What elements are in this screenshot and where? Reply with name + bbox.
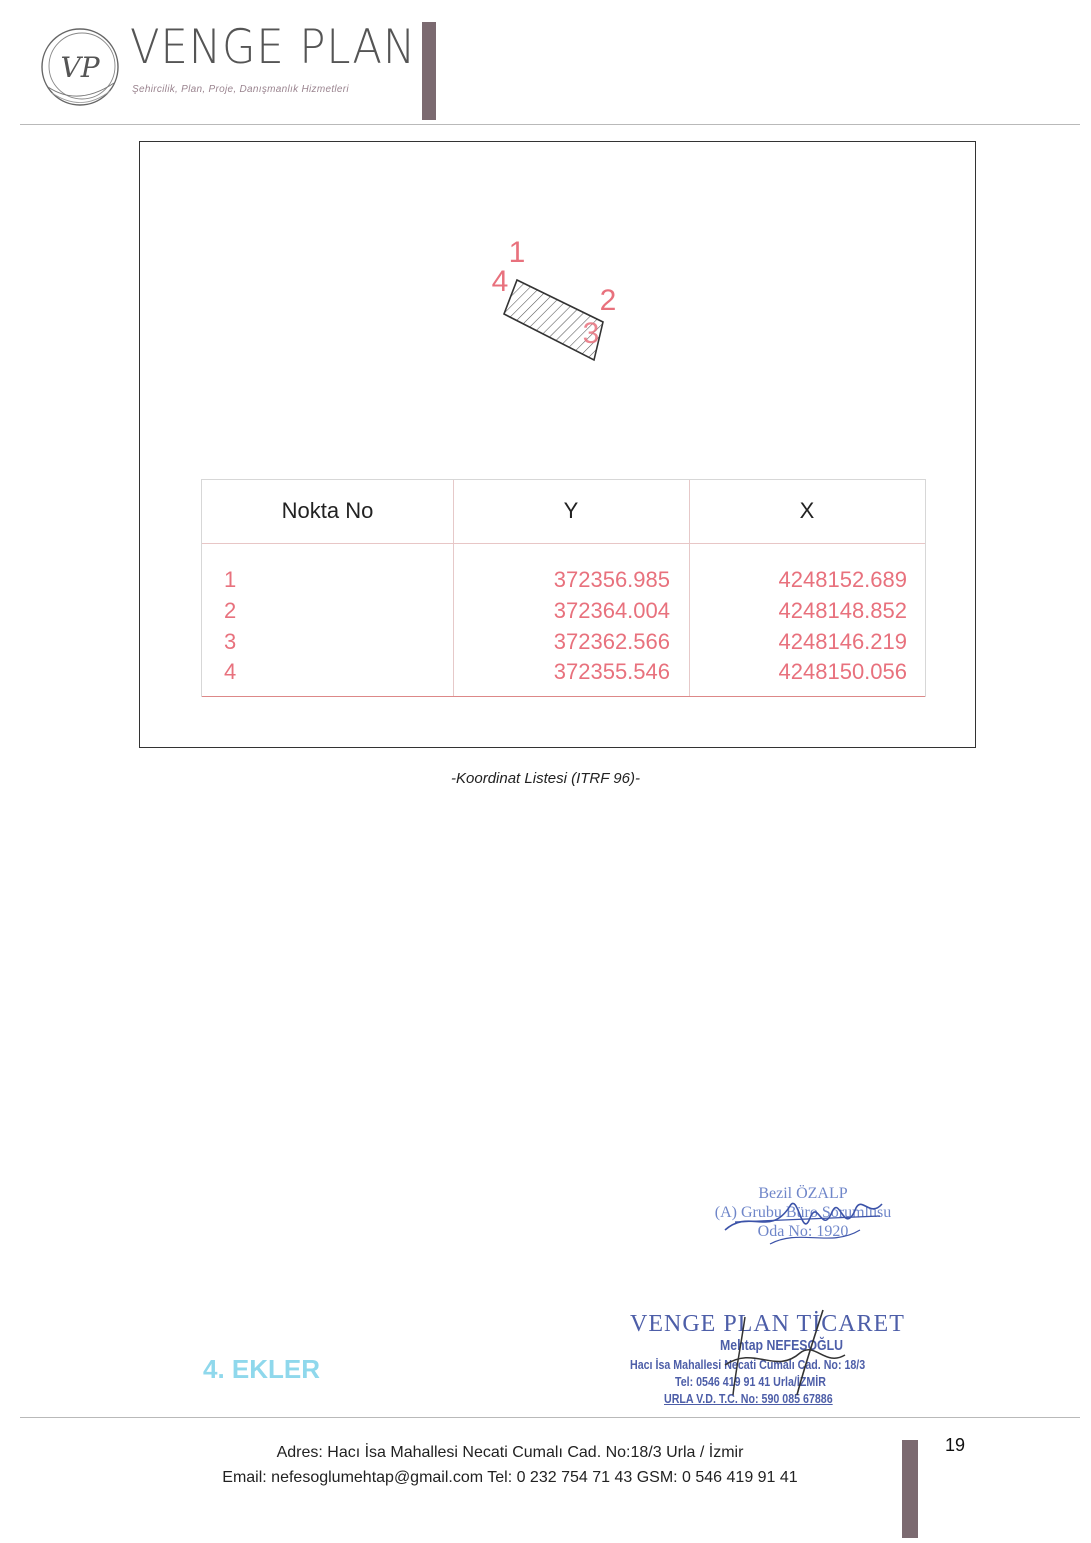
cell-no: 1: [224, 567, 237, 592]
footer-contact: Email: nefesoglumehtap@gmail.com Tel: 0 232 754 71 43 GSM: 0 546 419 91 41: [222, 1469, 798, 1486]
company-phone: Tel: 0546 419 91 41 Urla/İZMİR: [675, 1373, 826, 1389]
company-name: VENGE PLAN TİCARET: [630, 1311, 905, 1337]
company-owner: Mehtap NEFESOĞLU: [720, 1337, 844, 1354]
engineer-reg: Oda No: 1920: [757, 1222, 849, 1240]
svg-text:VP: VP: [60, 51, 100, 84]
point-label-3: 3: [582, 317, 600, 350]
cell-y: 372356.985: [553, 567, 670, 592]
table-row: [202, 626, 925, 657]
point-label-4: 4: [491, 265, 509, 298]
cell-x: 4248148.852: [778, 598, 907, 623]
cell-x: 4248146.219: [778, 629, 907, 654]
cell-y: 372364.004: [553, 598, 670, 623]
point-label-2: 2: [599, 284, 617, 317]
cell-no: 4: [224, 659, 237, 684]
table-header-rule: [202, 543, 925, 544]
section-label: 4. EKLER: [203, 1354, 321, 1384]
page-number: 19: [945, 1435, 966, 1455]
table-row: [202, 656, 925, 687]
cell-y: 372362.566: [553, 629, 670, 654]
table-row: [202, 595, 925, 626]
footer-address: Adres: Hacı İsa Mahallesi Necati Cumalı Cad. No:18/3 Urla / İzmir: [276, 1444, 744, 1461]
company-address: Hacı İsa Mahallesi Necati Cumalı Cad. No: 18/3: [630, 1356, 866, 1372]
point-label-1: 1: [508, 236, 526, 269]
coordinate-table: [201, 479, 926, 697]
brand-subtitle: Şehircilik, Plan, Proje, Danışmanlık Hizmetleri: [132, 84, 349, 95]
header-accent-bar: [422, 22, 436, 120]
company-tax: URLA V.D. T.C. No: 590 085 67886: [664, 1391, 833, 1407]
engineer-title: (A) Grubu Büro Sorumlusu: [714, 1203, 892, 1221]
cell-no: 2: [224, 598, 237, 623]
cell-y: 372355.546: [553, 659, 670, 684]
cell-x: 4248150.056: [778, 659, 907, 684]
footer-accent-bar: [902, 1440, 918, 1538]
venge-plan-logo-icon: [38, 25, 123, 110]
brand-title: VENGE PLAN: [130, 20, 417, 75]
table-row: [202, 564, 925, 595]
cell-x: 4248152.689: [778, 567, 907, 592]
figure-caption: -Koordinat Listesi (ITRF 96)-: [451, 770, 640, 787]
header-divider: [20, 124, 1080, 125]
header-x: X: [799, 498, 815, 523]
table-bottom-rule: [202, 696, 925, 697]
footer: [150, 1440, 870, 1490]
cell-no: 3: [224, 629, 237, 654]
parcel-sketch: [480, 228, 640, 373]
engineer-name: Bezil ÖZALP: [758, 1185, 848, 1202]
footer-divider: [20, 1417, 1080, 1418]
company-signature-icon: [705, 1305, 885, 1400]
engineer-signature-icon: [710, 1178, 900, 1258]
header-nokta-no: Nokta No: [281, 498, 374, 523]
header-y: Y: [563, 498, 579, 523]
